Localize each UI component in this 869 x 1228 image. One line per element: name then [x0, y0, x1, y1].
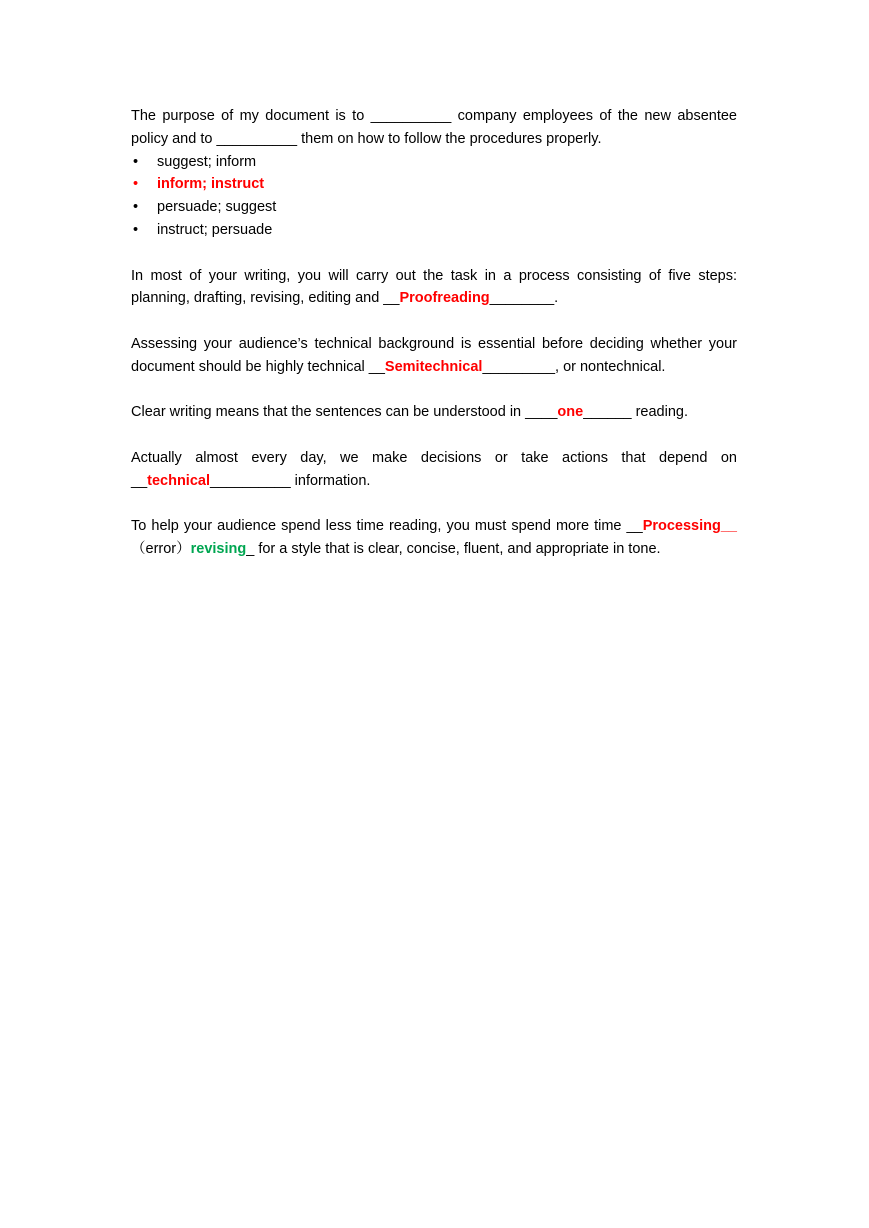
- option-2-correct: [131, 173, 737, 196]
- question-2-tail: ________.: [489, 290, 559, 307]
- bullet-icon: •: [133, 199, 139, 216]
- option-label: persuade; suggest: [157, 199, 277, 216]
- question-3: [131, 333, 737, 379]
- spacer: [131, 493, 737, 516]
- question-3-text: Assessing your audience’s technical background is essential before deciding whether your document should be highly technical __: [131, 335, 737, 375]
- option-label: inform; instruct: [157, 176, 265, 193]
- question-6-text: To help your audience spend less time reading, you must spend more time __: [131, 518, 643, 535]
- spacer: [131, 424, 737, 447]
- option-3: [131, 196, 737, 219]
- option-label: suggest; inform: [157, 153, 257, 170]
- option-label: instruct; persuade: [157, 221, 273, 238]
- question-5: [131, 447, 737, 493]
- question-6-correction-suffix: _: [246, 541, 255, 558]
- question-4-answer: one: [557, 404, 584, 421]
- question-4: [131, 401, 737, 424]
- bullet-icon: •: [133, 221, 139, 238]
- question-1-options: [131, 151, 737, 242]
- question-4-text: Clear writing means that the sentences can be understood in ____: [131, 404, 558, 421]
- spacer: [131, 310, 737, 333]
- question-6-tail: for a style that is clear, concise, fluent, and appropriate in tone.: [254, 541, 661, 558]
- bullet-icon: •: [133, 176, 139, 193]
- spacer: [131, 242, 737, 265]
- question-4-tail: ______ reading.: [583, 404, 689, 421]
- question-5-tail: __________ information.: [210, 472, 371, 489]
- question-5-text: Actually almost every day, we make decisions or take actions that depend on __: [131, 449, 737, 489]
- question-5-answer: technical: [147, 472, 210, 489]
- question-6: [131, 515, 737, 561]
- question-1-text: The purpose of my document is to __________ company employees of the new absentee policy and to __________ them on how to follow the procedures properly.: [131, 108, 737, 147]
- question-6-answer: Processing__: [642, 518, 737, 535]
- document-body: [131, 105, 737, 561]
- spacer: [131, 379, 737, 402]
- option-1: [131, 151, 737, 174]
- question-2: [131, 265, 737, 311]
- question-6-correction: revising: [190, 541, 247, 558]
- question-6-error-note: （error）: [131, 541, 191, 558]
- question-3-answer: Semitechnical: [384, 358, 483, 375]
- option-4: [131, 219, 737, 242]
- question-3-tail: _________, or nontechnical.: [482, 358, 666, 375]
- question-2-answer: Proofreading: [399, 290, 490, 307]
- question-2-text: In most of your writing, you will carry out the task in a process consisting of five steps: planning, drafting, revising, editing and __: [131, 267, 737, 307]
- bullet-icon: •: [133, 153, 139, 170]
